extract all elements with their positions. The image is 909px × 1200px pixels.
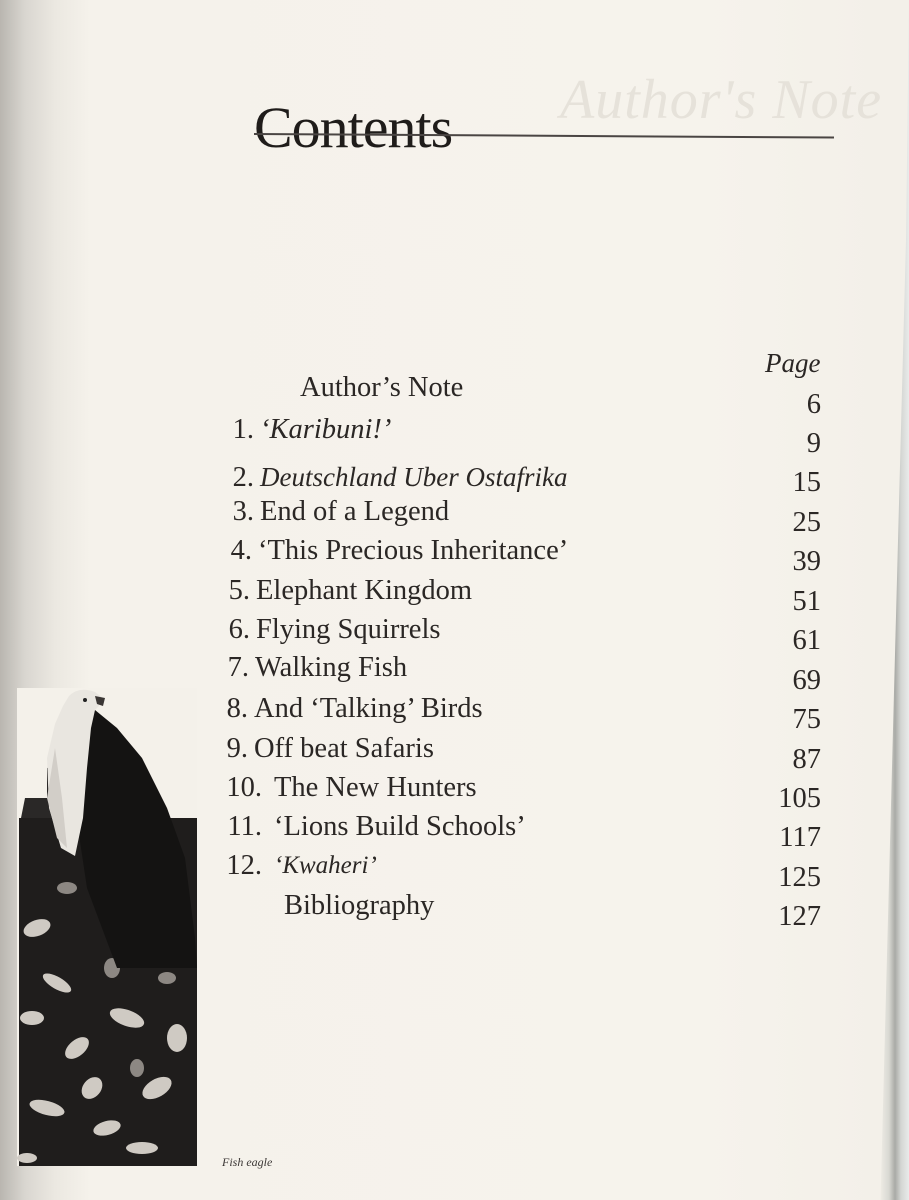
toc-entry-page: 117	[779, 822, 821, 853]
toc-entry-number: 6.	[228, 614, 250, 645]
toc-entry-page: 69	[792, 665, 821, 696]
toc-entry-page: 15	[792, 467, 821, 498]
toc-entry-label: Author’s Note	[300, 372, 464, 403]
toc-entry-page: 39	[792, 546, 821, 577]
toc-entry-label: The New Hunters	[274, 772, 477, 803]
toc-entry-page: 51	[792, 586, 821, 617]
toc-entry-number: 7.	[227, 652, 249, 683]
toc-entry-page: 87	[792, 744, 821, 775]
toc-entry-number: 2.	[232, 462, 254, 493]
toc-entry-number: 3.	[232, 496, 254, 527]
toc-entry-number: 5.	[228, 575, 250, 606]
toc-entry-label: ‘Karibuni!’	[260, 414, 392, 445]
toc-entry-number: 11.	[227, 811, 262, 842]
toc-entry-label: ‘Lions Build Schools’	[274, 811, 526, 842]
toc-entry-page: 127	[778, 901, 821, 932]
toc-entry-label: ‘This Precious Inheritance’	[258, 535, 569, 566]
toc-entry-label: Deutschland Uber Ostafrika	[260, 462, 568, 492]
toc-entry-page: 9	[806, 428, 821, 459]
toc-entry-number: 12.	[226, 850, 262, 881]
photo-caption: Fish eagle	[222, 1155, 273, 1169]
toc-entry-label: ‘Kwaheri’	[274, 852, 377, 879]
toc-entry-label: Off beat Safaris	[254, 733, 434, 764]
toc-entry-label: Flying Squirrels	[256, 614, 441, 645]
toc-entry-label: Walking Fish	[255, 652, 408, 683]
toc-entry-number: 8.	[226, 693, 248, 724]
toc-entry-page: 75	[792, 704, 821, 735]
toc-entry-page: 105	[778, 783, 821, 814]
toc-entry-number: 9.	[226, 733, 248, 764]
toc-entry-page: 6	[806, 389, 821, 420]
toc-entry-label: Elephant Kingdom	[256, 575, 473, 606]
toc-entry-label: And ‘Talking’ Birds	[254, 693, 483, 724]
toc-entry-page: 125	[778, 862, 821, 893]
toc-entry-number: 4.	[230, 535, 252, 566]
toc-entry-number: 10.	[226, 772, 262, 803]
toc-entry-page: 25	[792, 507, 821, 538]
show-through-text: Author's Note	[560, 69, 883, 131]
fish-eagle-photo	[17, 688, 197, 1166]
toc-entry-page: 61	[792, 625, 821, 656]
page-edge	[879, 0, 909, 1200]
page-column-label: Page	[765, 348, 821, 378]
toc-entry-number: 1.	[232, 414, 254, 445]
page-title: Contents	[254, 94, 453, 160]
toc-entry-label: End of a Legend	[260, 496, 450, 527]
toc-entry-label: Bibliography	[284, 890, 435, 921]
